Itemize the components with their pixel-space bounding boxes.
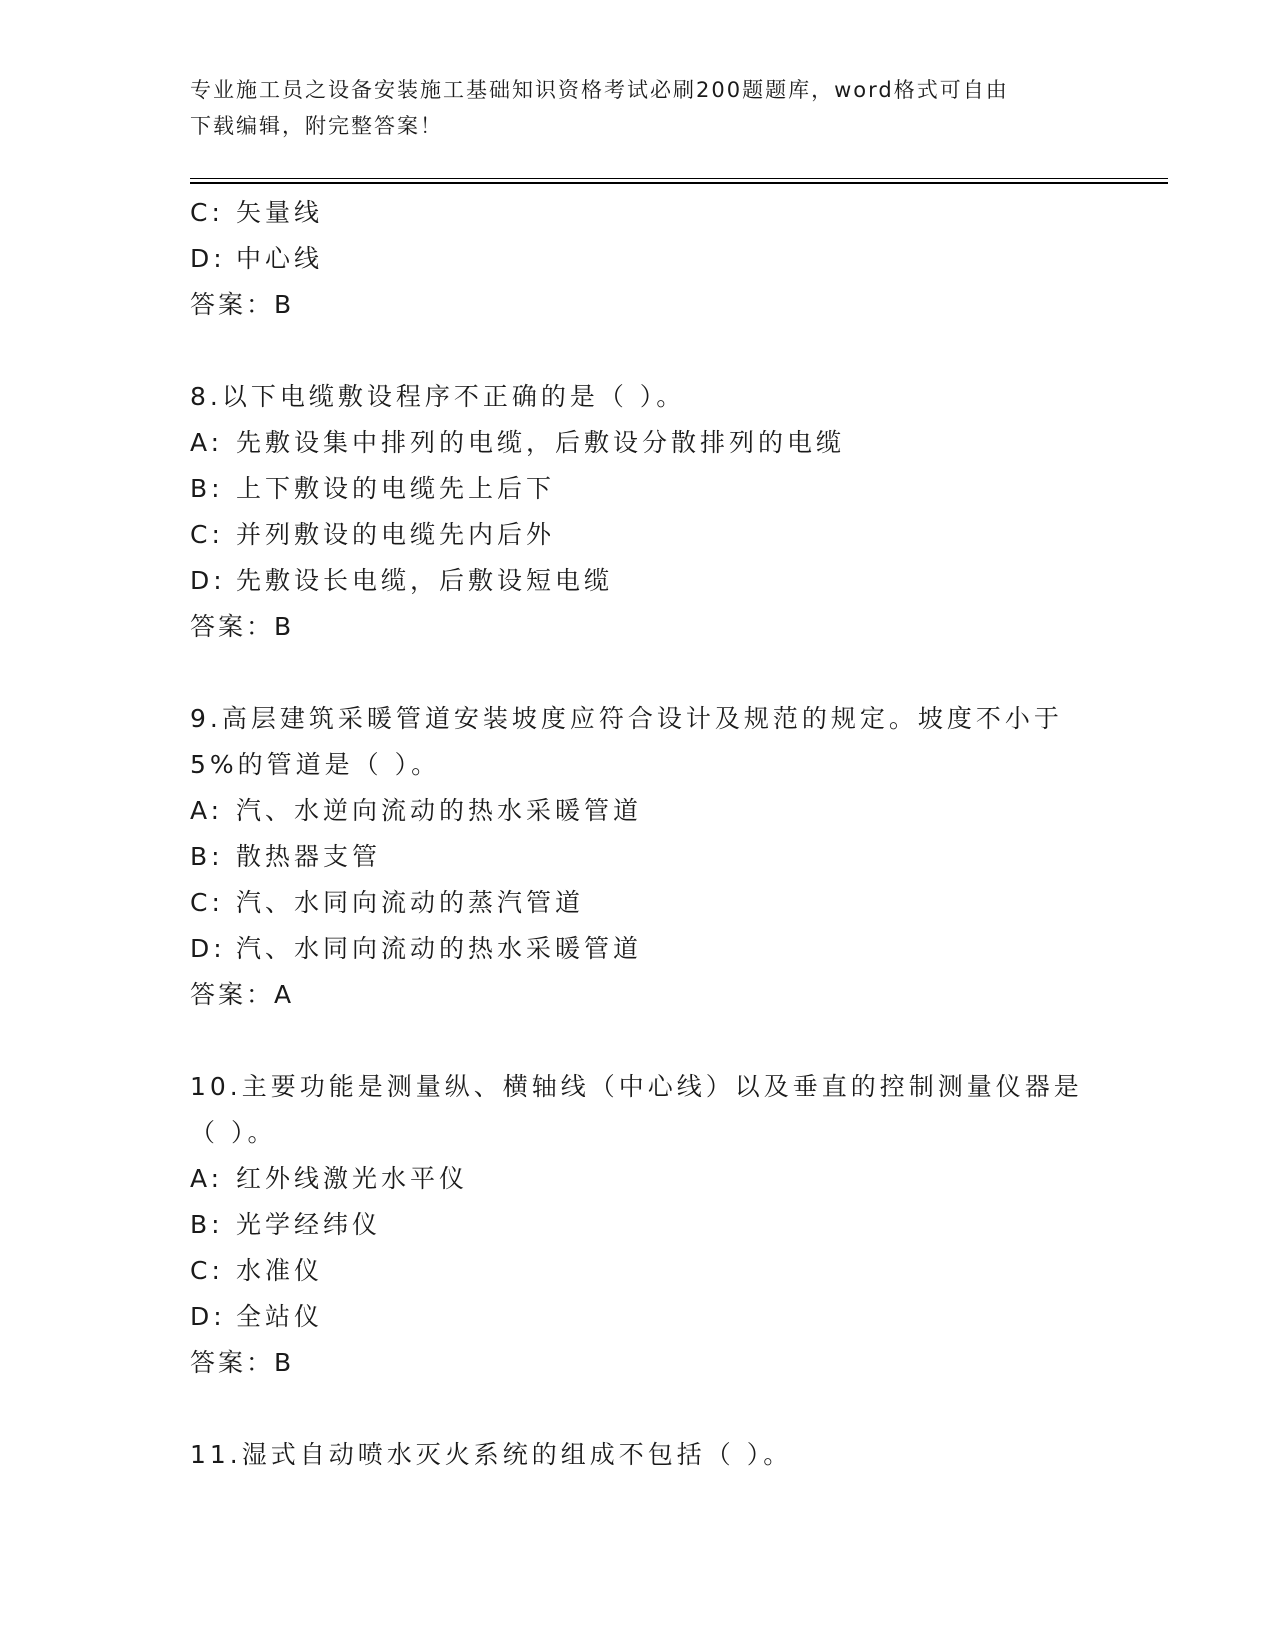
question-stem-line-2: 5%的管道是（ ）。 <box>190 750 441 779</box>
question-stem: 11.湿式自动喷水灭火系统的组成不包括（ ）。 <box>190 1440 793 1469</box>
option-d <box>190 926 1090 972</box>
option-text: 红外线激光水平仪 <box>236 1164 469 1193</box>
question-11 <box>190 1432 1090 1478</box>
option-key: B: <box>190 842 224 871</box>
question-7-tail <box>190 190 1090 328</box>
option-a <box>190 1156 1090 1202</box>
option-a <box>190 420 1090 466</box>
option-d <box>190 558 1090 604</box>
page-header <box>190 72 1070 144</box>
header-title-line-2: 下载编辑，附完整答案！ <box>190 114 443 138</box>
option-text: 汽、水同向流动的热水采暖管道 <box>236 934 643 963</box>
option-text: 汽、水逆向流动的热水采暖管道 <box>236 796 643 825</box>
option-b <box>190 834 1090 880</box>
option-text: 先敷设集中排列的电缆，后敷设分散排列的电缆 <box>236 428 846 457</box>
option-text: 矢量线 <box>236 198 324 227</box>
option-a <box>190 788 1090 834</box>
option-text: 散热器支管 <box>236 842 382 871</box>
option-text: 先敷设长电缆，后敷设短电缆 <box>236 566 614 595</box>
answer-label: 答案：B <box>190 612 295 641</box>
header-divider-thick <box>190 182 1168 184</box>
option-key: D: <box>190 244 226 273</box>
spacer <box>190 650 1090 696</box>
answer-label: 答案：A <box>190 980 295 1009</box>
option-key: C: <box>190 520 224 549</box>
answer-label: 答案：B <box>190 290 295 319</box>
spacer <box>190 328 1090 374</box>
option-c <box>190 880 1090 926</box>
question-9 <box>190 696 1090 1018</box>
option-key: D: <box>190 934 226 963</box>
option-text: 光学经纬仪 <box>236 1210 382 1239</box>
question-10 <box>190 1064 1090 1386</box>
option-key: B: <box>190 1210 224 1239</box>
header-divider-thin <box>190 178 1168 179</box>
option-key: B: <box>190 474 224 503</box>
option-text: 中心线 <box>236 244 324 273</box>
header-title-line-1: 专业施工员之设备安装施工基础知识资格考试必刷200题题库，word格式可自由 <box>190 78 1009 102</box>
question-stem-line-2: （ ）。 <box>190 1118 277 1147</box>
option-key: C: <box>190 888 224 917</box>
option-key: A: <box>190 428 224 457</box>
question-stem-line-1: 10.主要功能是测量纵、横轴线（中心线）以及垂直的控制测量仪器是 <box>190 1072 1083 1101</box>
option-key: D: <box>190 1302 226 1331</box>
option-text: 上下敷设的电缆先上后下 <box>236 474 556 503</box>
option-key: A: <box>190 1164 224 1193</box>
option-text: 并列敷设的电缆先内后外 <box>236 520 556 549</box>
option-key: C: <box>190 198 224 227</box>
option-b <box>190 466 1090 512</box>
question-stem-line-1: 9.高层建筑采暖管道安装坡度应符合设计及规范的规定。坡度不小于 <box>190 704 1063 733</box>
option-key: C: <box>190 1256 224 1285</box>
question-list <box>190 190 1090 1478</box>
option-c <box>190 1248 1090 1294</box>
option-d <box>190 1294 1090 1340</box>
option-b <box>190 1202 1090 1248</box>
option-text: 汽、水同向流动的蒸汽管道 <box>236 888 585 917</box>
question-8 <box>190 374 1090 650</box>
option-text: 水准仪 <box>236 1256 324 1285</box>
option-text: 全站仪 <box>236 1302 324 1331</box>
option-c <box>190 512 1090 558</box>
spacer <box>190 1386 1090 1432</box>
option-c <box>190 190 1090 236</box>
option-key: A: <box>190 796 224 825</box>
option-key: D: <box>190 566 226 595</box>
answer-label: 答案：B <box>190 1348 295 1377</box>
option-d <box>190 236 1090 282</box>
question-stem: 8.以下电缆敷设程序不正确的是（ ）。 <box>190 382 686 411</box>
spacer <box>190 1018 1090 1064</box>
